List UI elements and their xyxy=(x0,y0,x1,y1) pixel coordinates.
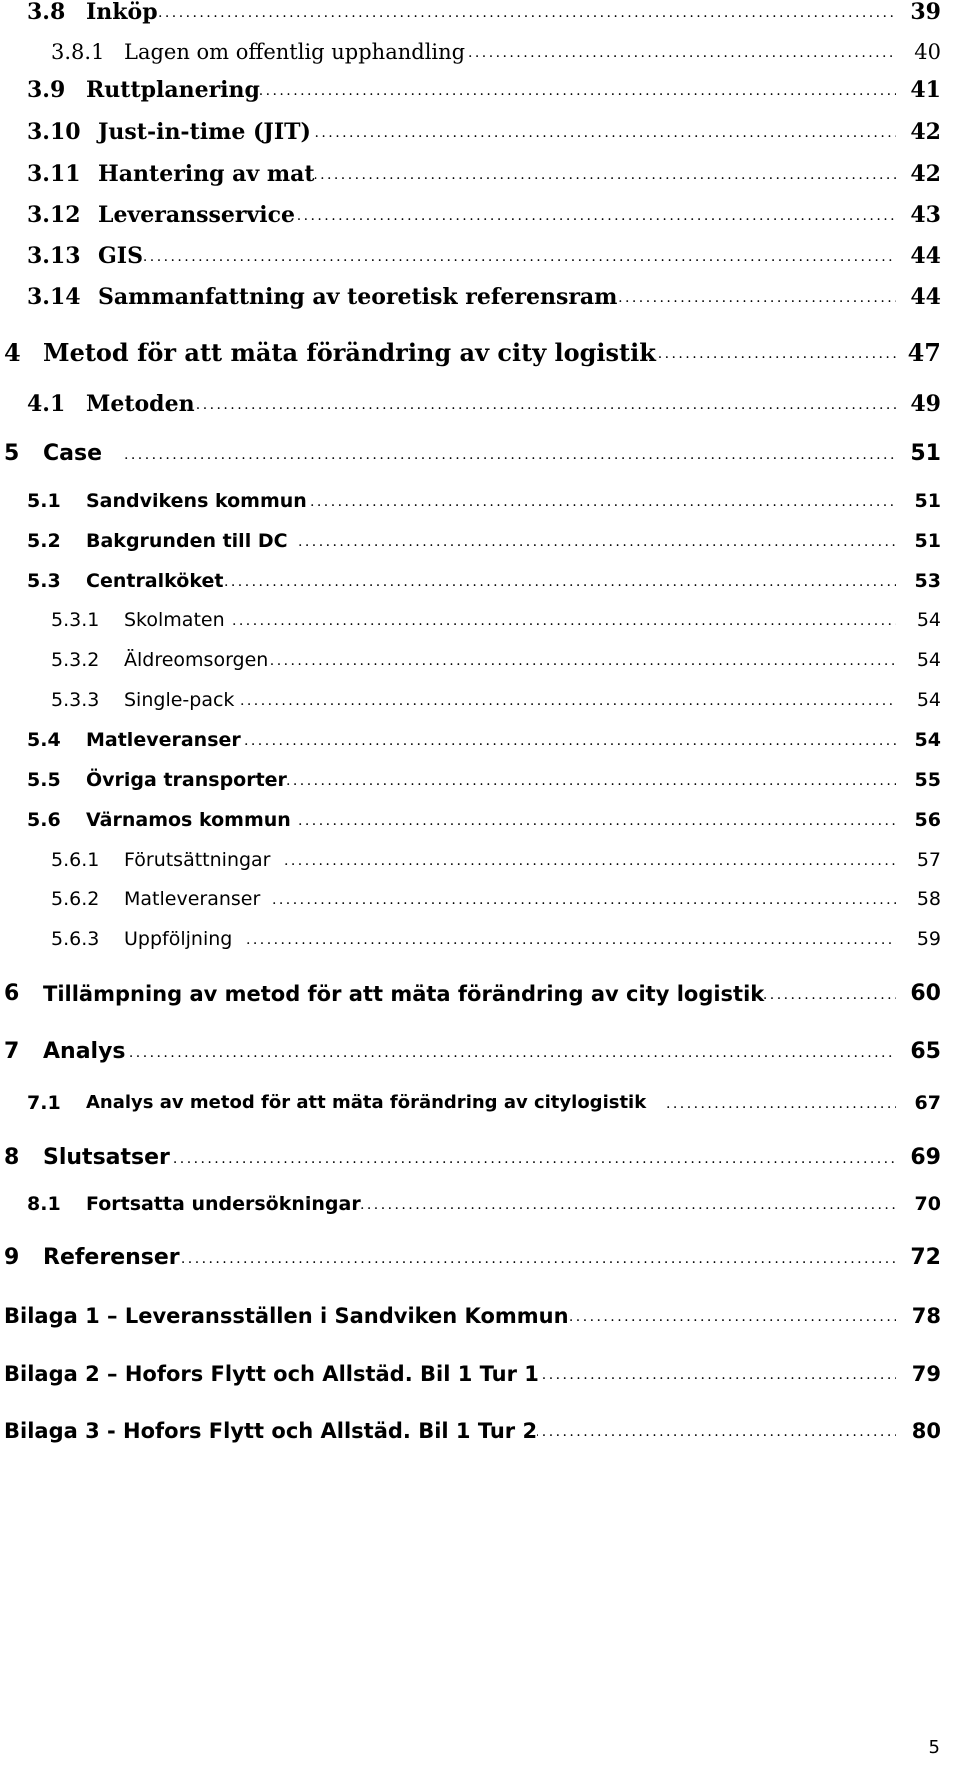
toc-title: Slutsatser xyxy=(43,1141,170,1175)
toc-number: 4.1 xyxy=(27,387,65,421)
toc-title: Bilaga 2 – Hofors Flytt och Allstäd. Bil 1 Tur 1 xyxy=(4,1357,539,1391)
toc-page-number: 42 xyxy=(896,115,941,149)
toc-title: Just-in-time (JIT) xyxy=(98,115,311,149)
toc-page-number: 55 xyxy=(896,763,941,797)
toc-leader xyxy=(360,1187,902,1221)
toc-leader xyxy=(246,922,902,956)
toc-leader xyxy=(182,387,902,421)
toc-page-number: 65 xyxy=(896,1035,941,1069)
toc-entry-8-1[interactable] xyxy=(0,1187,960,1221)
toc-leader xyxy=(272,882,902,916)
toc-entry-5-2[interactable] xyxy=(0,524,960,558)
toc-number: 5.3 xyxy=(27,564,61,598)
toc-entry-8[interactable] xyxy=(0,1141,960,1175)
toc-leader xyxy=(244,723,902,757)
toc-entry-5-3-1[interactable] xyxy=(0,603,960,637)
toc-title: Metod för att mäta förändring av city logistik xyxy=(43,336,656,370)
toc-page-number: 80 xyxy=(896,1414,941,1448)
toc-number: 5.3.3 xyxy=(51,683,99,717)
toc-title: Leveransservice xyxy=(98,198,295,232)
toc-entry-5[interactable] xyxy=(0,437,960,471)
toc-page-number: 54 xyxy=(896,683,941,717)
toc-title: Lagen om offentlig upphandling xyxy=(124,35,465,69)
toc-leader xyxy=(122,1035,902,1069)
toc-page-number: 44 xyxy=(896,280,941,314)
toc-leader xyxy=(276,198,902,232)
toc-title: Referenser xyxy=(43,1241,180,1275)
toc-number: 5 xyxy=(4,437,19,471)
toc-page-number: 39 xyxy=(896,0,941,29)
toc-leader xyxy=(528,1357,902,1391)
toc-entry-5-6[interactable] xyxy=(0,803,960,837)
toc-entry-9[interactable] xyxy=(0,1241,960,1275)
toc-number: 3.14 xyxy=(27,280,81,314)
toc-title: Skolmaten xyxy=(124,603,225,637)
toc-number: 3.10 xyxy=(27,115,81,149)
toc-page-number: 49 xyxy=(896,387,941,421)
toc-leader xyxy=(136,239,902,273)
toc-title: GIS xyxy=(98,239,143,273)
toc-page-number: 59 xyxy=(896,922,941,956)
toc-entry-bilaga-3[interactable] xyxy=(0,1414,960,1448)
toc-title: Centralköket xyxy=(86,564,223,598)
toc-leader xyxy=(232,603,902,637)
toc-leader xyxy=(284,843,902,877)
toc-page-number: 70 xyxy=(896,1187,941,1221)
toc-page-number: 54 xyxy=(896,723,941,757)
toc-leader xyxy=(280,115,902,149)
toc-leader xyxy=(310,484,902,518)
toc-title: Matleveranser xyxy=(124,882,260,916)
toc-page-number: 42 xyxy=(896,157,941,191)
toc-entry-5-6-3[interactable] xyxy=(0,922,960,956)
toc-title: Bakgrunden till DC xyxy=(86,524,288,558)
toc-entry-3-11[interactable] xyxy=(0,157,960,191)
toc-page-number: 51 xyxy=(896,524,941,558)
toc-entry-3-9[interactable] xyxy=(0,73,960,107)
toc-title: Förutsättningar xyxy=(124,843,271,877)
toc-number: 3.9 xyxy=(27,73,65,107)
toc-entry-5-3-2[interactable] xyxy=(0,643,960,677)
toc-entry-3-10[interactable] xyxy=(0,115,960,149)
toc-entry-bilaga-2[interactable] xyxy=(0,1357,960,1391)
toc-page-number: 69 xyxy=(896,1141,941,1175)
toc-number: 8.1 xyxy=(27,1187,61,1221)
toc-title: Sandvikens kommun xyxy=(86,484,307,518)
toc-number: 5.6.2 xyxy=(51,882,99,916)
toc-leader xyxy=(258,157,902,191)
toc-title: Fortsatta undersökningar xyxy=(86,1187,361,1221)
toc-page-number: 79 xyxy=(896,1357,941,1391)
toc-number: 3.13 xyxy=(27,239,81,273)
toc-leader xyxy=(666,1086,902,1120)
toc-title: Sammanfattning av teoretisk referensram xyxy=(98,280,617,314)
toc-number: 5.3.2 xyxy=(51,643,99,677)
toc-page-number: 58 xyxy=(896,882,941,916)
toc-entry-5-6-1[interactable] xyxy=(0,843,960,877)
toc-title: Metoden xyxy=(86,387,195,421)
toc-number: 5.5 xyxy=(27,763,61,797)
toc-number: 9 xyxy=(4,1241,19,1275)
page-number: 5 xyxy=(928,1737,940,1758)
toc-leader xyxy=(286,763,902,797)
toc-page-number: 53 xyxy=(896,564,941,598)
toc-number: 5.4 xyxy=(27,723,61,757)
toc-title: Hantering av mat xyxy=(98,157,315,191)
toc-page-number: 47 xyxy=(896,336,941,370)
toc-number: 5.6.3 xyxy=(51,922,99,956)
toc-leader xyxy=(240,683,902,717)
toc-title: Matleveranser xyxy=(86,723,241,757)
toc-title: Ruttplanering xyxy=(86,73,260,107)
toc-page-number: 72 xyxy=(896,1241,941,1275)
toc-page-number: 78 xyxy=(896,1299,941,1333)
toc-entry-3-8[interactable] xyxy=(0,0,960,29)
toc-leader xyxy=(468,35,902,69)
toc-title: Värnamos kommun xyxy=(86,803,291,837)
toc-page-number: 43 xyxy=(896,198,941,232)
toc-title: Bilaga 1 – Leveransställen i Sandviken Kommun xyxy=(4,1299,569,1333)
toc-entry-5-5[interactable] xyxy=(0,763,960,797)
toc-leader xyxy=(256,643,902,677)
toc-leader xyxy=(224,564,902,598)
toc-leader xyxy=(238,73,902,107)
toc-page-number: 57 xyxy=(896,843,941,877)
toc-entry-4-1[interactable] xyxy=(0,387,960,421)
toc-entry-3-8-1[interactable] xyxy=(0,35,960,69)
toc-leader xyxy=(158,0,902,29)
toc-number: 3.8 xyxy=(27,0,65,29)
toc-number: 5.1 xyxy=(27,484,61,518)
toc-page-number: 54 xyxy=(896,643,941,677)
toc-number: 3.12 xyxy=(27,198,81,232)
toc-entry-4[interactable] xyxy=(0,336,960,370)
toc-leader xyxy=(528,1414,902,1448)
toc-title: Case xyxy=(43,437,102,471)
toc-number: 7.1 xyxy=(27,1086,61,1120)
toc-title: Uppföljning xyxy=(124,922,232,956)
toc-title: Bilaga 3 - Hofors Flytt och Allstäd. Bil 1 Tur 2 xyxy=(4,1414,537,1448)
toc-entry-5-6-2[interactable] xyxy=(0,882,960,916)
toc-title: Single-pack xyxy=(124,683,234,717)
toc-page-number: 54 xyxy=(896,603,941,637)
toc-title: Äldreomsorgen xyxy=(124,643,268,677)
toc-number: 3.8.1 xyxy=(51,35,104,69)
toc-page-number: 60 xyxy=(896,977,941,1011)
toc-entry-7-1[interactable] xyxy=(0,1086,960,1120)
toc-leader xyxy=(166,1141,902,1175)
toc-page-number: 51 xyxy=(896,437,941,471)
toc-number: 5.3.1 xyxy=(51,603,99,637)
toc-page-number: 67 xyxy=(896,1086,941,1120)
toc-number: 6 xyxy=(4,977,19,1011)
toc-leader xyxy=(562,1299,902,1333)
toc-leader xyxy=(298,524,902,558)
toc-number: 7 xyxy=(4,1035,19,1069)
toc-number: 4 xyxy=(4,336,21,370)
toc-title: Övriga transporter xyxy=(86,763,287,797)
toc-number: 8 xyxy=(4,1141,19,1175)
toc-entry-3-13[interactable] xyxy=(0,239,960,273)
toc-entry-5-4[interactable] xyxy=(0,723,960,757)
toc-number: 5.2 xyxy=(27,524,61,558)
toc-entry-6[interactable] xyxy=(0,977,960,1011)
toc-entry-7[interactable] xyxy=(0,1035,960,1069)
toc-title: Analys xyxy=(43,1035,126,1069)
toc-title: Tillämpning av metod för att mäta förändring av city logistik xyxy=(43,977,764,1011)
toc-page-number: 44 xyxy=(896,239,941,273)
toc-page-number: 41 xyxy=(896,73,941,107)
toc-leader xyxy=(124,437,902,471)
toc-page-number: 40 xyxy=(896,35,941,69)
toc-number: 5.6 xyxy=(27,803,61,837)
toc-entry-3-12[interactable] xyxy=(0,198,960,232)
toc-entry-5-3[interactable] xyxy=(0,564,960,598)
toc-entry-5-1[interactable] xyxy=(0,484,960,518)
toc-title: Inköp xyxy=(86,0,158,29)
toc-number: 3.11 xyxy=(27,157,81,191)
toc-entry-5-3-3[interactable] xyxy=(0,683,960,717)
toc-leader xyxy=(756,977,902,1011)
toc-leader xyxy=(174,1241,902,1275)
toc-page-number: 56 xyxy=(896,803,941,837)
toc-title: Analys av metod för att mäta förändring av citylogistik xyxy=(86,1086,646,1120)
toc-entry-3-14[interactable] xyxy=(0,280,960,314)
toc-number: 5.6.1 xyxy=(51,843,99,877)
toc-entry-bilaga-1[interactable] xyxy=(0,1299,960,1333)
toc-leader xyxy=(298,803,902,837)
toc-page-number: 51 xyxy=(896,484,941,518)
